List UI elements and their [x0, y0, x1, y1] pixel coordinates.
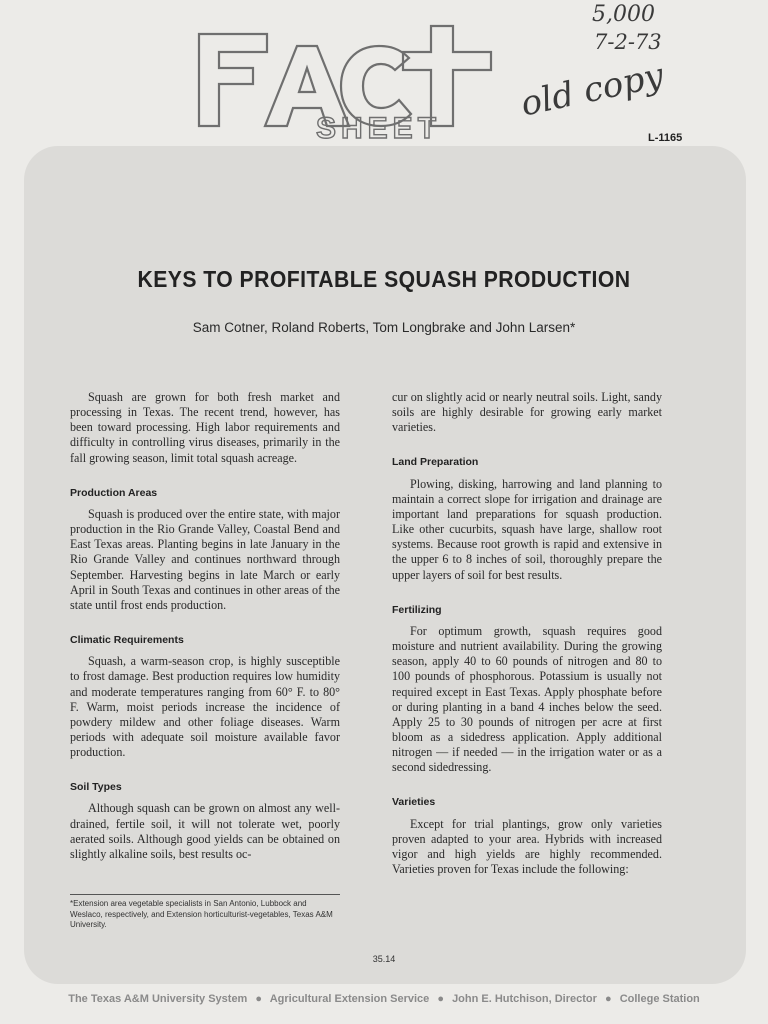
production-areas-paragraph: Squash is produced over the entire state, with major production in the Rio Grande Valley, Coastal Bend and East Texas areas. Planting begins in late January in the Rio Grande Valley and continues northward through September. Harvesting begins in late March or early April in South Texas and continues in other areas of the state until frost ends production. — [70, 506, 340, 612]
publication-number: L-1165 — [648, 132, 683, 144]
bullet-icon: ● — [604, 993, 612, 1005]
soil-types-paragraph: Although squash can be grown on almost any well-drained, fertile soil, it will not tolerate wet, poorly aerated soils. Although good yields can be obtained on slightly alkaline soils, best results oc- — [70, 801, 340, 861]
article-authors: Sam Cotner, Roland Roberts, Tom Longbrake and John Larsen* — [192, 320, 576, 335]
logo-sheet-word: SHEET — [316, 112, 442, 145]
fertilizing-heading: Fertilizing — [392, 603, 442, 616]
bullet-icon: ● — [255, 993, 263, 1005]
page-code: 35.14 — [372, 954, 396, 964]
footer-location: College Station — [619, 993, 700, 1005]
climatic-requirements-heading: Climatic Requirements — [70, 634, 184, 647]
land-preparation-heading: Land Preparation — [392, 456, 479, 469]
article-title: KEYS TO PROFITABLE SQUASH PRODUCTION — [137, 266, 631, 292]
footer-service: Agricultural Extension Service — [269, 993, 430, 1005]
fertilizing-paragraph: For optimum growth, squash requires good moisture and nutrient availability. During the growing season, apply 40 to 60 pounds of nitrogen and 80 to 100 pounds of phosphorous. Potassium is usually not required except in East Texas. Apply phosphate before or during planting in a band 4 inches below the seed. Apply 25 to 30 pounds of nitrogen per acre at first bloom as a sidedress application. Apply additional nitrogen — if needed — in the irrigation water or as a second sidedressing. — [392, 623, 662, 775]
footer-director: John E. Hutchison, Director — [452, 993, 597, 1005]
land-preparation-paragraph: Plowing, disking, harrowing and land planning to maintain a correct slope for irrigation and drainage are important land preparations for squash production. Like other cucurbits, squash have large, shallow root systems. Because root growth is rapid and extensive in the upper 6 to 8 inches of soil, thoroughly prepare the upper layers of soil for best results. — [392, 476, 662, 582]
climatic-requirements-paragraph: Squash, a warm-season crop, is highly susceptible to frost damage. Best production requires low humidity and moderate temperatures ranging from 60° F. to 80° F. Warm, moist periods increase the incidence of powdery mildew and other foliage diseases. Warm periods with adequate soil moisture available favor production. — [70, 654, 340, 760]
soil-types-continued: cur on slightly acid or nearly neutral soils. Light, sandy soils are highly desirable for growing early market varieties. — [392, 390, 662, 435]
left-column — [70, 390, 340, 862]
author-footnote: *Extension area vegetable specialists in San Antonio, Lubbock and Weslaco, respectively, and Extension horticulturist-vegetables, Texas A&M University. — [70, 894, 340, 931]
right-column — [392, 390, 662, 877]
footer-bar — [0, 993, 768, 1005]
varieties-heading: Varieties — [392, 796, 436, 809]
bullet-icon: ● — [437, 993, 444, 1005]
handwritten-note: old copy — [517, 55, 667, 125]
footer-system: The Texas A&M University System — [68, 993, 248, 1005]
intro-paragraph: Squash are grown for both fresh market and processing in Texas. The recent trend, however, has been toward processing. High labor requirements and difficulty in controlling virus diseases, primarily in the fall growing season, limit total squash acreage. — [70, 390, 340, 465]
handwritten-print-count: 5,000 — [592, 2, 655, 27]
production-areas-heading: Production Areas — [70, 486, 158, 499]
varieties-paragraph: Except for trial plantings, grow only varieties proven adapted to your area. Hybrids with increased vigor and high yields are highly recommended. Varieties proven for Texas include the following: — [392, 816, 662, 877]
soil-types-heading: Soil Types — [70, 781, 122, 794]
handwritten-date: 7-2-73 — [594, 30, 662, 54]
